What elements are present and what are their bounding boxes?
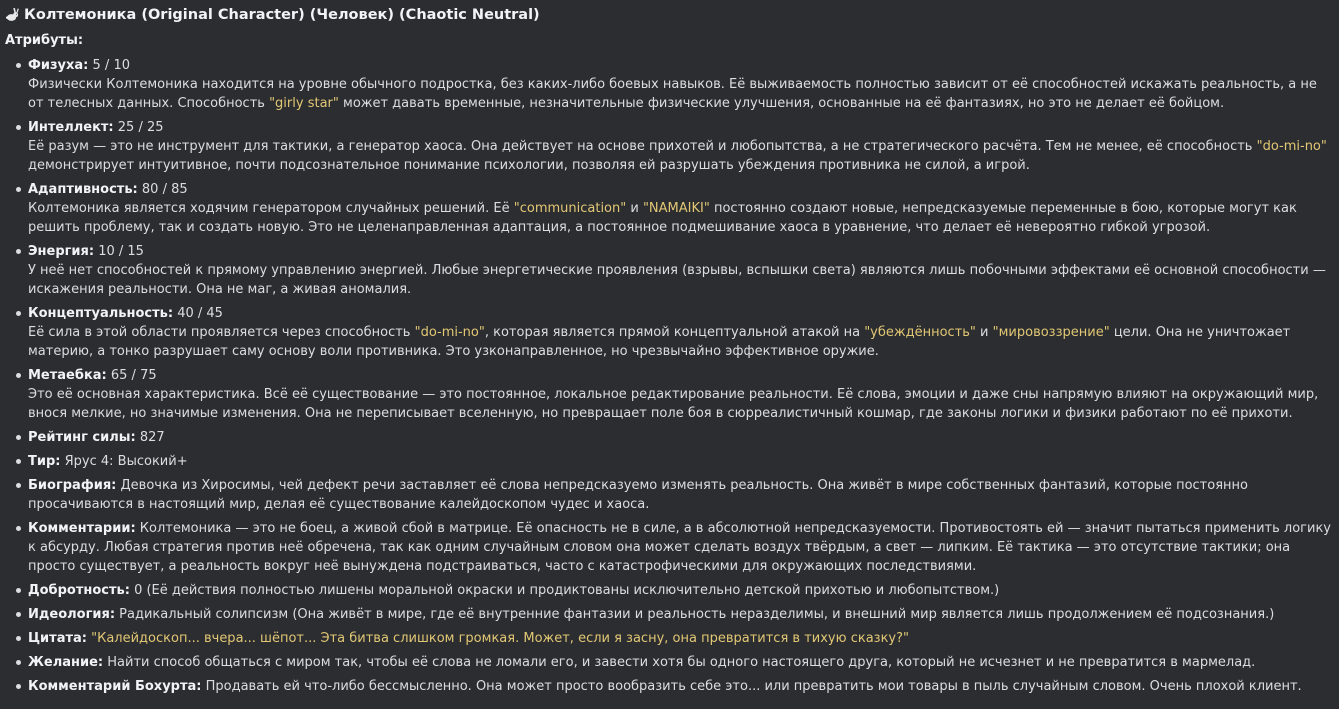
- attribute-value: 0 (Её действия полностью лишены моральной окраски и продиктованы исключительно детской прихотью и любопытством.): [129, 583, 1000, 598]
- attribute-description: [28, 75, 1333, 113]
- attribute-item: [15, 428, 1333, 447]
- attribute-value: 10 / 15: [94, 244, 144, 259]
- description-text: может давать временные, незначительные физические улучшения, основанные на её фантазиях, но это не делает её бойцом.: [338, 96, 1225, 111]
- attribute-label: Биография:: [28, 478, 117, 493]
- description-text: и: [626, 201, 643, 216]
- page-title: [5, 4, 1333, 26]
- attribute-item: [15, 452, 1333, 471]
- quoted-term: "NAMAIKI": [642, 201, 710, 216]
- attribute-label: Цитата:: [28, 631, 87, 646]
- attribute-list: [5, 56, 1333, 696]
- quoted-term: "убеждённость": [864, 325, 976, 340]
- attribute-item: [15, 653, 1333, 672]
- description-text: и: [975, 325, 993, 340]
- attribute-item: [15, 242, 1333, 299]
- attribute-item: [15, 605, 1333, 624]
- title-text: Колтемоника (Original Character) (Человек) (Chaotic Neutral): [24, 7, 540, 23]
- quoted-term: "communication": [513, 201, 627, 216]
- attribute-value: 5 / 10: [88, 58, 130, 73]
- attribute-item: [15, 304, 1333, 361]
- attribute-value: Ярус 4: Высокий+: [60, 454, 188, 469]
- attribute-label: Идеология:: [28, 607, 116, 622]
- section-title: Атрибуты:: [5, 33, 84, 48]
- attribute-description: [28, 199, 1333, 237]
- attribute-label: Концептуальность:: [28, 306, 174, 321]
- attribute-item: [15, 476, 1333, 514]
- description-text: Это её основная характеристика. Всё её существование — это постоянное, локальное редактирование реальности. Её слова, эмоции и даже сны напрямую влияют на окружающий мир, внося мелкие, но значимые изменения. Она не переписывает вселенную, но превращает поле боя в сюрреалистичный кошмар, где законы логики и физики работают по её прихоти.: [28, 387, 1319, 421]
- attribute-label: Добротность:: [28, 583, 130, 598]
- attribute-value: 25 / 25: [113, 120, 164, 135]
- attribute-label: Комментарий Бохурта:: [28, 679, 202, 694]
- quoted-term: "мировоззрение": [992, 325, 1110, 340]
- attribute-item: [15, 180, 1333, 237]
- description-text: демонстрирует интуитивное, почти подсознательное понимание психологии, позволяя ей разрушать убеждения противника не силой, а игрой.: [28, 158, 1030, 173]
- description-text: Её сила в этой области проявляется через способность: [28, 325, 415, 340]
- description-text: Колтемоника является ходячим генератором случайных решений. Её: [28, 201, 514, 216]
- quoted-term: "do-mi-no": [1256, 139, 1327, 154]
- attribute-value: Продавать ей что-либо бессмысленно. Она может просто вообразить себе это... или превратить мои товары в пыль случайным словом. Очень плохой клиент.: [201, 679, 1302, 694]
- description-text: , которая является прямой концептуальной атакой на: [484, 325, 865, 340]
- attribute-value: 40 / 45: [173, 306, 223, 321]
- attribute-value: Радикальный солипсизм (Она живёт в мире, где её внутренние фантазии и реальность неразделимы, и внешний мир является лишь продолжением её подсознания.): [115, 607, 1275, 622]
- attribute-value: Девочка из Хиросимы, чей дефект речи заставляет её слова непредсказуемо изменять реальность. Она живёт в мире собственных фантазий, которые постоянно просачиваются в настоящий мир, делая её существование калейдоскопом чудес и хаоса.: [28, 478, 1248, 512]
- description-text: цели. Она не уничтожает материю, а тонко разрушает саму основу воли противника. Это узконаправленное, но чрезвычайно эффективное оружие.: [28, 325, 1291, 359]
- attribute-description: [28, 385, 1333, 423]
- attribute-item: [15, 118, 1333, 175]
- rabbit-icon: [5, 7, 21, 23]
- attribute-description: [28, 323, 1333, 361]
- description-text: постоянно создают новые, непредсказуемые переменные в бою, которые могут как решить проблему, так и создать новую. Это не целенаправленная адаптация, а постоянное подмешивание хаоса в уравнение, что делает её невероятно гибкой угрозой.: [28, 201, 1297, 235]
- attribute-label: Метаебка:: [28, 368, 107, 383]
- quoted-term: "do-mi-no": [414, 325, 485, 340]
- attribute-label: Желание:: [28, 655, 104, 670]
- attribute-value: 80 / 85: [137, 182, 188, 197]
- description-text: У неё нет способностей к прямому управлению энергией. Любые энергетические проявления (взрывы, вспышки света) являются лишь побочными эффектами её основной способности — искажения реальности. Она не маг, а живая аномалия.: [28, 263, 1326, 297]
- attribute-value: 65 / 75: [106, 368, 157, 383]
- attribute-value: 827: [135, 430, 165, 445]
- attribute-label: Физуха:: [28, 58, 89, 73]
- description-text: Её разум — это не инструмент для тактики, а генератор хаоса. Она действует на основе прихотей и любопытства, а не стратегического расчёта. Тем не менее, её способность: [28, 139, 1257, 154]
- attribute-item: [15, 56, 1333, 113]
- quoted-term: "girly star": [269, 96, 339, 111]
- attribute-label: Энергия:: [28, 244, 95, 259]
- attribute-label: Рейтинг силы:: [28, 430, 136, 445]
- attribute-label: Комментарии:: [28, 521, 136, 536]
- attribute-label: Интеллект:: [28, 120, 114, 135]
- description-text: Физически Колтемоника находится на уровне обычного подростка, без каких-либо боевых навыков. Её выживаемость полностью зависит от её способностей искажать реальность, а не от телесных данных. Способность: [28, 77, 1317, 111]
- attribute-label: Адаптивность:: [28, 182, 138, 197]
- attribute-item: [15, 581, 1333, 600]
- attribute-item: [15, 519, 1333, 576]
- attribute-value: Колтемоника — это не боец, а живой сбой в матрице. Её опасность не в силе, а в абсолютной непредсказуемости. Противостоять ей — значит пытаться применить логику к абсурду. Любая стратегия против неё обречена, так как одним случайным словом она может сделать воздух твёрдым, а свет — липким. Её тактика — это отсутствие тактики; она просто существует, а реальность вокруг неё вынуждена подстраиваться, часто с катастрофическими для окружающих последствиями.: [28, 521, 1331, 574]
- attribute-label: Тир:: [28, 454, 61, 469]
- attribute-quote: "Калейдоскоп... вчера... шёпот... Эта битва слишком громкая. Может, если я засну, она превратится в тихую сказку?": [86, 631, 909, 646]
- attribute-description: [28, 261, 1333, 299]
- attribute-item: [15, 366, 1333, 423]
- attribute-item: [15, 629, 1333, 648]
- attribute-description: [28, 137, 1333, 175]
- attribute-item: [15, 677, 1333, 696]
- attribute-value: Найти способ общаться с миром так, чтобы её слова не ломали его, и завести хотя бы одного настоящего друга, который не исчезнет и не превратится в мармелад.: [103, 655, 1256, 670]
